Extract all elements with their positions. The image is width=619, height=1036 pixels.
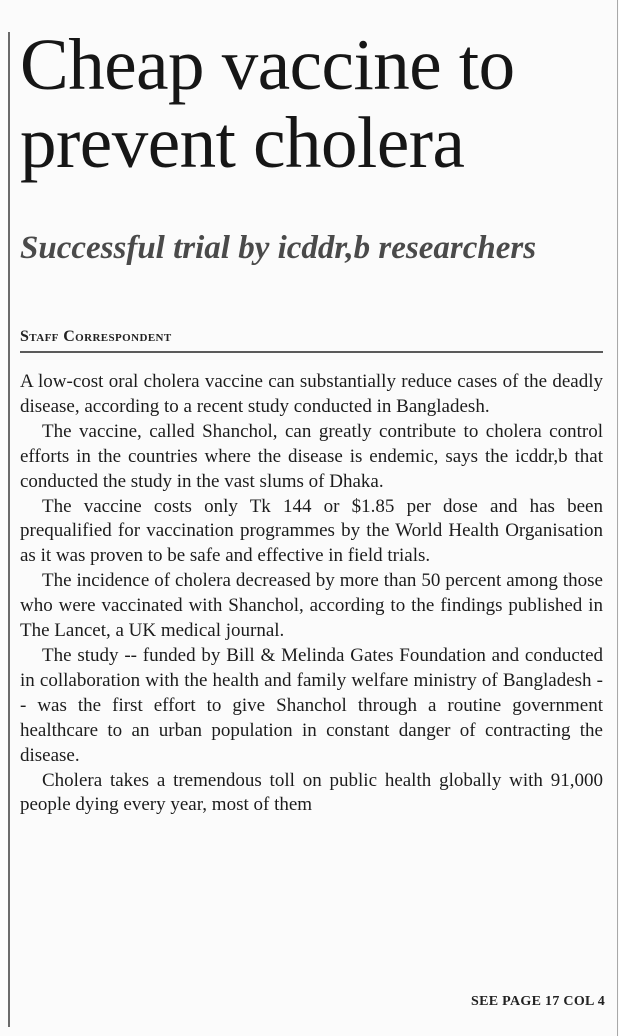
paragraph: The vaccine costs only Tk 144 or $1.85 per dose and has been prequalified for vaccination programmes by the World Health Organisation as it was proven to be safe and effective in field trials. [20,495,603,567]
column-rule-left [8,32,10,1027]
paragraph: The incidence of cholera decreased by more than 50 percent among those who were vaccinated with Shanchol, according to the findings published in The Lancet, a UK medical journal. [20,570,603,642]
paragraph: Cholera takes a tremendous toll on public health globally with 91,000 people dying every year, most of them [20,769,603,816]
byline: Staff Correspondent [20,328,172,345]
paragraph: The study -- funded by Bill & Melinda Gates Foundation and conducted in collaboration with the health and family welfare ministry of Bangladesh -- was the first effort to give Shanchol through a routine government healthcare to an urban population in constant danger of contracting the disease. [20,644,603,766]
continuation-jump-line: SEE PAGE 17 COL 4 [471,994,605,1009]
paragraph: The vaccine, called Shanchol, can greatly contribute to cholera control efforts in the countries where the disease is endemic, says the icddr,b that conducted the study in the vast slums of Dhaka. [20,420,603,492]
headline: Cheap vaccine to prevent cholera [20,24,515,183]
column-rule-right [617,0,618,1036]
paragraph: A low-cost oral cholera vaccine can substantially reduce cases of the deadly disease, according to a recent study conducted in Bangladesh. [20,371,603,417]
byline-divider [20,351,603,353]
article-body [20,370,603,818]
subheadline: Successful trial by icddr,b researchers [20,230,537,266]
